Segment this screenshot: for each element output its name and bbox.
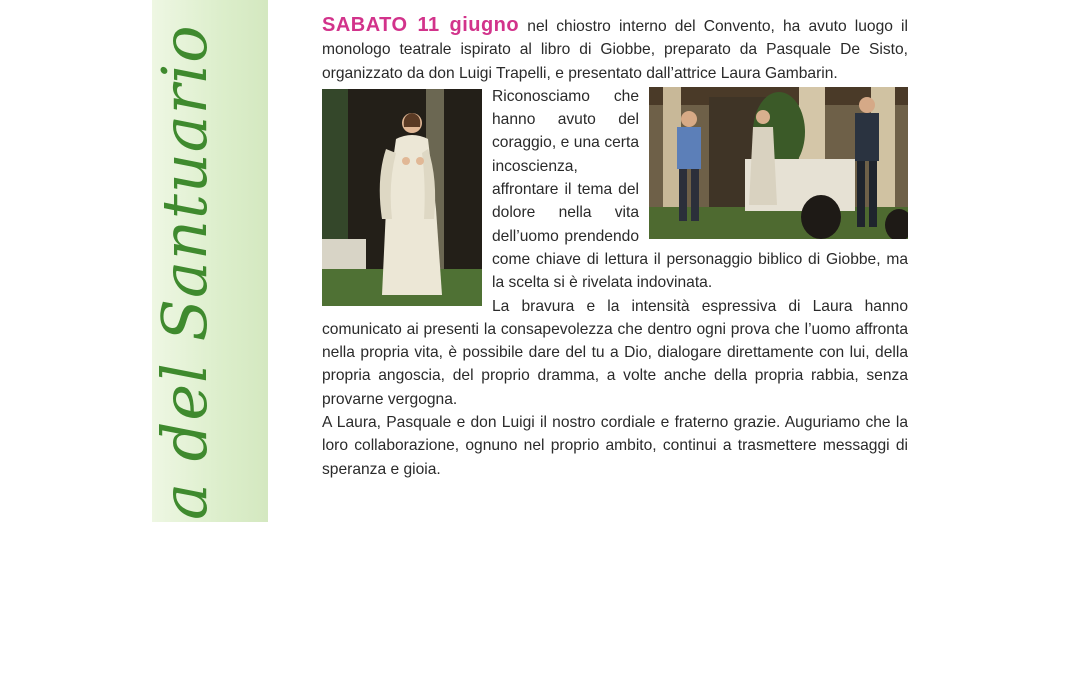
closing-paragraph: A Laura, Pasquale e don Luigi il nostro cordiale e fraterno grazie. Auguriamo che la loro collaborazione, ognuno nel proprio ambito, continui a trasmettere messaggi di speranza e gioia.: [322, 414, 908, 478]
article: [322, 14, 908, 481]
body-text-1b: La bravura e la intensità espressiva di Laura hanno comunicato ai presenti la consapevolezza che dentro ogni prova che l’uomo affronta nella propria vita, è possibile dare del tu a Dio, dialogare direttamente con lui, della propria angoscia, del proprio dramma, a volte anche della propria rabbia, senza provarne vergogna.: [322, 297, 908, 408]
stage-photo: [649, 87, 908, 239]
body-text-1a: Riconosciamo che hanno avuto del coraggio, e una certa incoscienza, affrontare il tema del dolore nella vita dell’uomo prendendo come chiave di lettura il personaggio biblico di Giobbe, ma la scelta si è rivelata indovinata.: [492, 87, 908, 292]
intro-paragraph: [322, 14, 908, 85]
date-heading: SABATO 11 giugno: [322, 14, 520, 36]
intro-text: nel chiostro interno del Convento, ha avuto luogo il monologo teatrale ispirato al libro di Giobbe, preparato da Pasquale De Sisto, organizzato da don Luigi Trapelli, e presentato dall’attrice Laura Gambarin.: [322, 18, 908, 82]
actress-photo-illustration: [322, 89, 482, 306]
actress-photo: [322, 89, 482, 306]
stage-photo-illustration: [649, 87, 908, 239]
side-title-text: a del Santuario: [148, 24, 221, 520]
